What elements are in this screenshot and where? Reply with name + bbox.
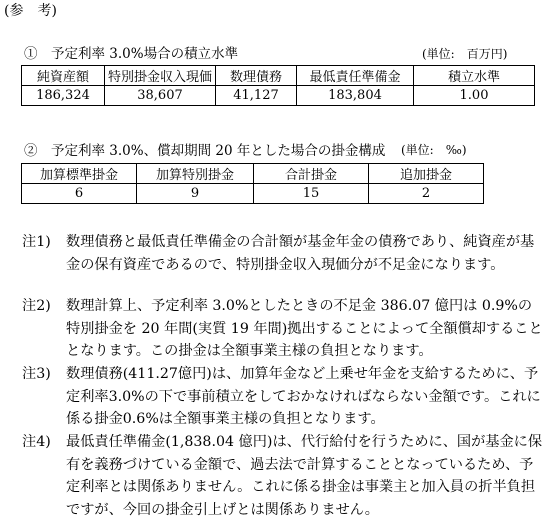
value-special-contribution-pv: 38,607 [105, 86, 216, 106]
table-row [22, 184, 484, 204]
header-additional-special: 加算特別掛金 [137, 164, 254, 184]
contribution-table [21, 163, 484, 204]
value-additional-standard: 6 [22, 184, 137, 204]
header-funding-level: 積立水準 [414, 66, 535, 86]
section1-title: ① 予定利率 3.0%場合の積立水準 [24, 46, 239, 62]
header-total: 合計掛金 [254, 164, 369, 184]
section2-unit: (単位: ‰) [401, 143, 467, 157]
table-header-row [22, 66, 535, 86]
note-label: 注3) [22, 366, 51, 382]
note-label: 注1) [22, 234, 51, 250]
section2-title: ② 予定利率 3.0%、償却期間 20 年とした場合の掛金構成 [24, 143, 386, 159]
note-label: 注2) [22, 298, 51, 314]
note-text: 数理計算上、予定利率 3.0%としたときの不足金 386.07 億円は 0.9%の特別掛金を 20 年間(実質 19 年間)拠出することによって全額償却することとなります。この掛金は全額事業主様の負担となります。 [66, 298, 543, 360]
note-text: 数理債務(411.27億円)は、加算年金など上乗せ年金を支給するために、予定利率3.0%の下で事前積立をしておかなければならない金額です。これに係る掛金0.6%は全額事業主様の負担となります。 [66, 366, 541, 428]
header-net-assets: 純資産額 [22, 66, 105, 86]
note-text: 数理債務と最低責任準備金の合計額が基金年金の債務であり、純資産が基金の保有資産であるので、特別掛金収入現価分が不足金になります。 [66, 234, 535, 273]
value-minimum-reserve: 183,804 [297, 86, 414, 106]
value-total: 15 [254, 184, 369, 204]
note-4 [22, 431, 544, 521]
section1-unit: (単位: 百万円) [422, 47, 508, 61]
note-label: 注4) [22, 434, 51, 450]
note-3 [22, 363, 544, 431]
note-1 [22, 231, 544, 276]
value-funding-level: 1.00 [414, 86, 535, 106]
table-row [22, 86, 535, 106]
note-2 [22, 295, 544, 363]
header-supplementary: 追加掛金 [369, 164, 484, 184]
value-net-assets: 186,324 [22, 86, 105, 106]
value-supplementary: 2 [369, 184, 484, 204]
funding-level-table [21, 65, 535, 106]
header-actuarial-liability: 数理債務 [216, 66, 297, 86]
header-special-contribution-pv: 特別掛金収入現価 [105, 66, 216, 86]
note-text: 最低責任準備金(1,838.04 億円)は、代行給付を行うために、国が基金に保有を義務づけている金額で、過去法で計算することとなっているため、予定利率とは関係ありません。これに係る掛金は事業主と加入員の折半負担ですが、今回の掛金引上げとは関係ありません。 [66, 434, 543, 518]
value-additional-special: 9 [137, 184, 254, 204]
reference-label: (参 考) [4, 3, 57, 19]
header-minimum-reserve: 最低責任準備金 [297, 66, 414, 86]
header-additional-standard: 加算標準掛金 [22, 164, 137, 184]
value-actuarial-liability: 41,127 [216, 86, 297, 106]
table-header-row [22, 164, 484, 184]
